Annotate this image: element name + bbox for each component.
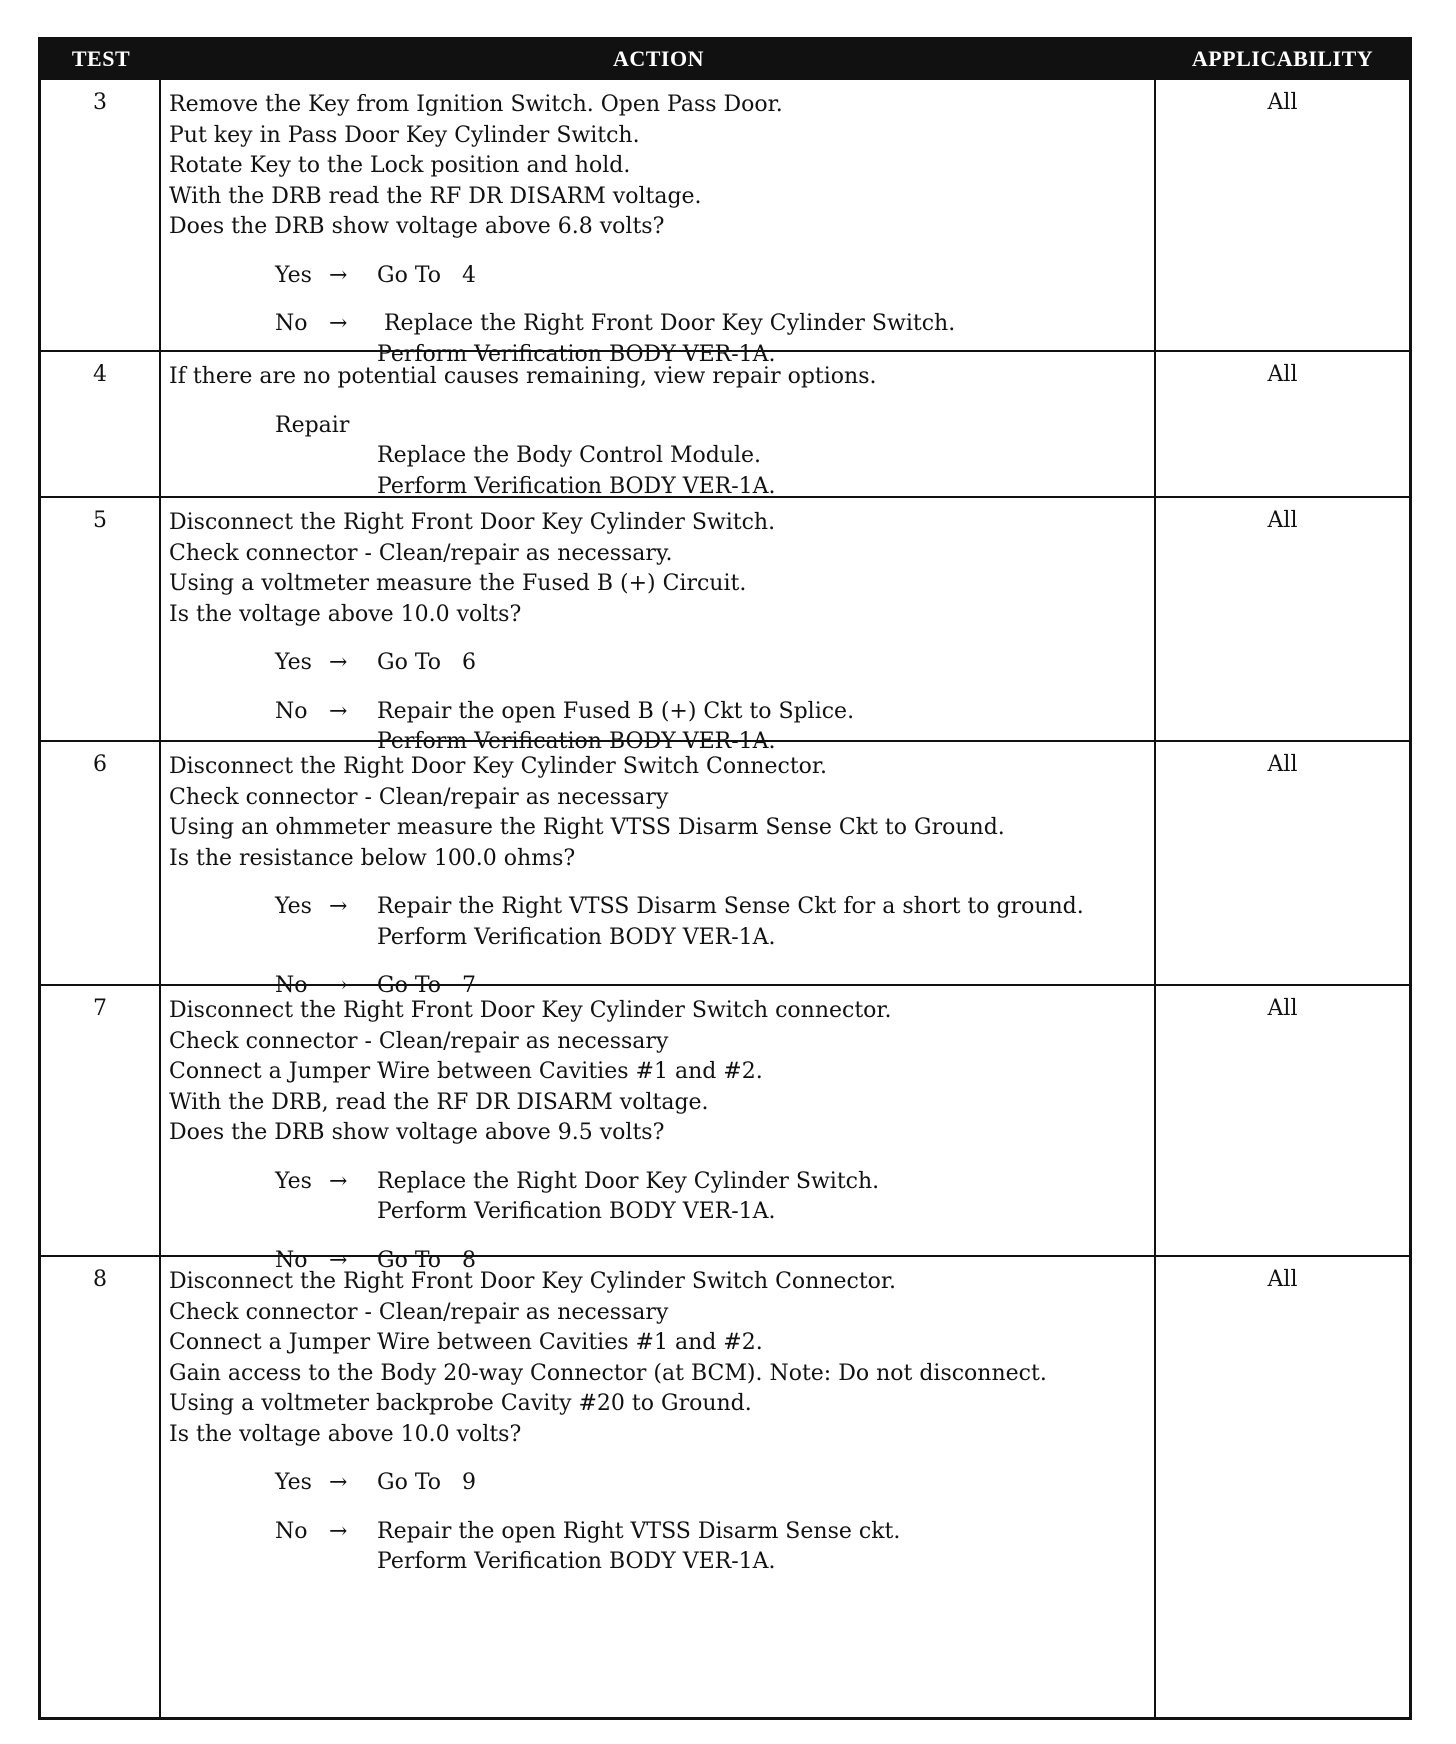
action-cell: [161, 498, 1156, 754]
result-line: Go To 9: [377, 1470, 476, 1495]
diagnostic-table: [38, 37, 1412, 1720]
yes-result: [377, 261, 476, 292]
arrow-icon: →: [329, 894, 348, 919]
result-line: Perform Verification BODY VER-1A.: [377, 924, 776, 950]
table-row: [41, 740, 1409, 998]
result-line: Perform Verification BODY VER-1A.: [377, 729, 776, 754]
result-line: Replace the Right Front Door Key Cylinder Switch.: [377, 311, 956, 336]
result-line: Repair the open Fused B (+) Ckt to Splice.: [377, 698, 855, 724]
result-line: Go To 6: [377, 650, 476, 675]
arrow-icon: →: [329, 698, 348, 724]
action-line: Check connector - Clean/repair as necessary: [169, 1028, 669, 1054]
result-line: Replace the Right Door Key Cylinder Switch.: [377, 1168, 880, 1194]
arrow-icon: →: [329, 311, 348, 336]
table-row: [41, 1255, 1409, 1717]
action-line: Disconnect the Right Front Door Key Cylinder Switch.: [169, 510, 776, 535]
action-line: If there are no potential causes remaining, view repair options.: [169, 364, 877, 389]
result-line: Go To 7: [377, 973, 476, 998]
repair-label: Repair: [275, 412, 350, 438]
action-cell: [161, 80, 1156, 367]
test-number: 4: [41, 352, 161, 496]
yes-branch: [169, 648, 1148, 679]
applicability-cell: All: [1267, 362, 1298, 387]
yes-label: Yes: [275, 1470, 312, 1495]
applicability-cell: All: [1267, 90, 1298, 115]
action-line: Is the voltage above 10.0 volts?: [169, 601, 522, 627]
arrow-icon: →: [329, 1470, 348, 1495]
yes-result: [377, 892, 1084, 953]
test-number: 5: [41, 498, 161, 740]
action-cell: [161, 352, 1156, 499]
result-line: Go To 4: [377, 262, 476, 288]
yes-label: Yes: [275, 650, 312, 675]
action-line: Remove the Key from Ignition Switch. Open Pass Door.: [169, 92, 783, 117]
action-line: Is the voltage above 10.0 volts?: [169, 1421, 522, 1447]
table-header: [41, 40, 1409, 78]
action-line: With the DRB read the RF DR DISARM voltage.: [169, 183, 702, 209]
test-number: 8: [41, 1257, 161, 1717]
yes-label: Yes: [275, 894, 312, 919]
repair-line: Replace the Body Control Module.: [377, 443, 762, 468]
yes-result: [377, 1468, 476, 1499]
yes-result: [377, 1167, 879, 1228]
yes-branch: [169, 892, 1148, 953]
arrow-icon: →: [329, 973, 348, 998]
result-line: Perform Verification BODY VER-1A.: [377, 341, 776, 367]
action-cell: [161, 986, 1156, 1273]
result-line: Perform Verification BODY VER-1A.: [377, 1549, 776, 1574]
applicability-cell: All: [1267, 508, 1298, 533]
yes-label: Yes: [275, 1168, 312, 1194]
header-action: ACTION: [612, 46, 704, 71]
yes-branch: [169, 261, 1148, 292]
action-cell: [161, 1257, 1156, 1717]
yes-label: Yes: [275, 262, 312, 288]
result-line: Repair the Right VTSS Disarm Sense Ckt for a short to ground.: [377, 894, 1084, 919]
action-line: With the DRB, read the RF DR DISARM voltage.: [169, 1089, 709, 1115]
test-number: 3: [41, 80, 161, 350]
action-line: Using a voltmeter measure the Fused B (+) Circuit.: [169, 571, 747, 596]
table-row: [41, 78, 1409, 367]
action-line: Is the resistance below 100.0 ohms?: [169, 845, 576, 871]
action-line: Connect a Jumper Wire between Cavities #1 and #2.: [169, 1059, 763, 1084]
no-label: No: [275, 973, 308, 998]
action-line: Disconnect the Right Door Key Cylinder Switch Connector.: [169, 754, 827, 779]
action-line: Gain access to the Body 20-way Connector (at BCM). Note: Do not disconnect.: [169, 1360, 1047, 1386]
test-number: 6: [41, 742, 161, 984]
action-line: Check connector - Clean/repair as necessary: [169, 1299, 669, 1325]
no-label: No: [275, 311, 308, 336]
applicability-cell: All: [1267, 752, 1298, 777]
action-line: Does the DRB show voltage above 9.5 volts?: [169, 1120, 665, 1145]
result-line: Go To 8: [377, 1247, 476, 1273]
no-result: [377, 1517, 900, 1578]
no-label: No: [275, 698, 308, 724]
repair-line: Perform Verification BODY VER-1A.: [377, 473, 776, 499]
action-line: Does the DRB show voltage above 6.8 volts?: [169, 214, 665, 239]
result-line: Repair the open Right VTSS Disarm Sense ckt.: [377, 1518, 901, 1544]
arrow-icon: →: [329, 262, 348, 288]
action-line: Check connector - Clean/repair as necessary: [169, 784, 669, 810]
yes-branch: [169, 1468, 1148, 1499]
action-line: Using a voltmeter backprobe Cavity #20 to Ground.: [169, 1391, 752, 1416]
arrow-icon: →: [329, 650, 348, 675]
header-test: TEST: [71, 46, 131, 71]
header-applicability: APPLICABILITY: [1191, 46, 1374, 71]
yes-result: [377, 648, 476, 679]
no-label: No: [275, 1247, 308, 1273]
action-line: Connect a Jumper Wire between Cavities #1 and #2.: [169, 1330, 763, 1355]
arrow-icon: →: [329, 1247, 348, 1273]
action-line: Disconnect the Right Front Door Key Cylinder Switch connector.: [169, 998, 892, 1023]
arrow-icon: →: [329, 1168, 348, 1194]
no-branch: [169, 1517, 1148, 1578]
no-label: No: [275, 1518, 308, 1544]
table-row: [41, 350, 1409, 499]
action-cell: [161, 742, 1156, 998]
table-row: [41, 496, 1409, 754]
action-line: Check connector - Clean/repair as necessary.: [169, 540, 673, 566]
arrow-icon: →: [329, 1518, 348, 1544]
action-line: Disconnect the Right Front Door Key Cylinder Switch Connector.: [169, 1269, 897, 1294]
applicability-cell: All: [1267, 996, 1298, 1021]
yes-branch: [169, 1167, 1148, 1228]
action-line: Rotate Key to the Lock position and hold.: [169, 153, 631, 178]
table-row: [41, 984, 1409, 1273]
applicability-cell: All: [1267, 1267, 1298, 1292]
action-line: Using an ohmmeter measure the Right VTSS Disarm Sense Ckt to Ground.: [169, 815, 1005, 840]
result-line: Perform Verification BODY VER-1A.: [377, 1199, 776, 1224]
test-number: 7: [41, 986, 161, 1255]
action-line: Put key in Pass Door Key Cylinder Switch.: [169, 122, 640, 148]
